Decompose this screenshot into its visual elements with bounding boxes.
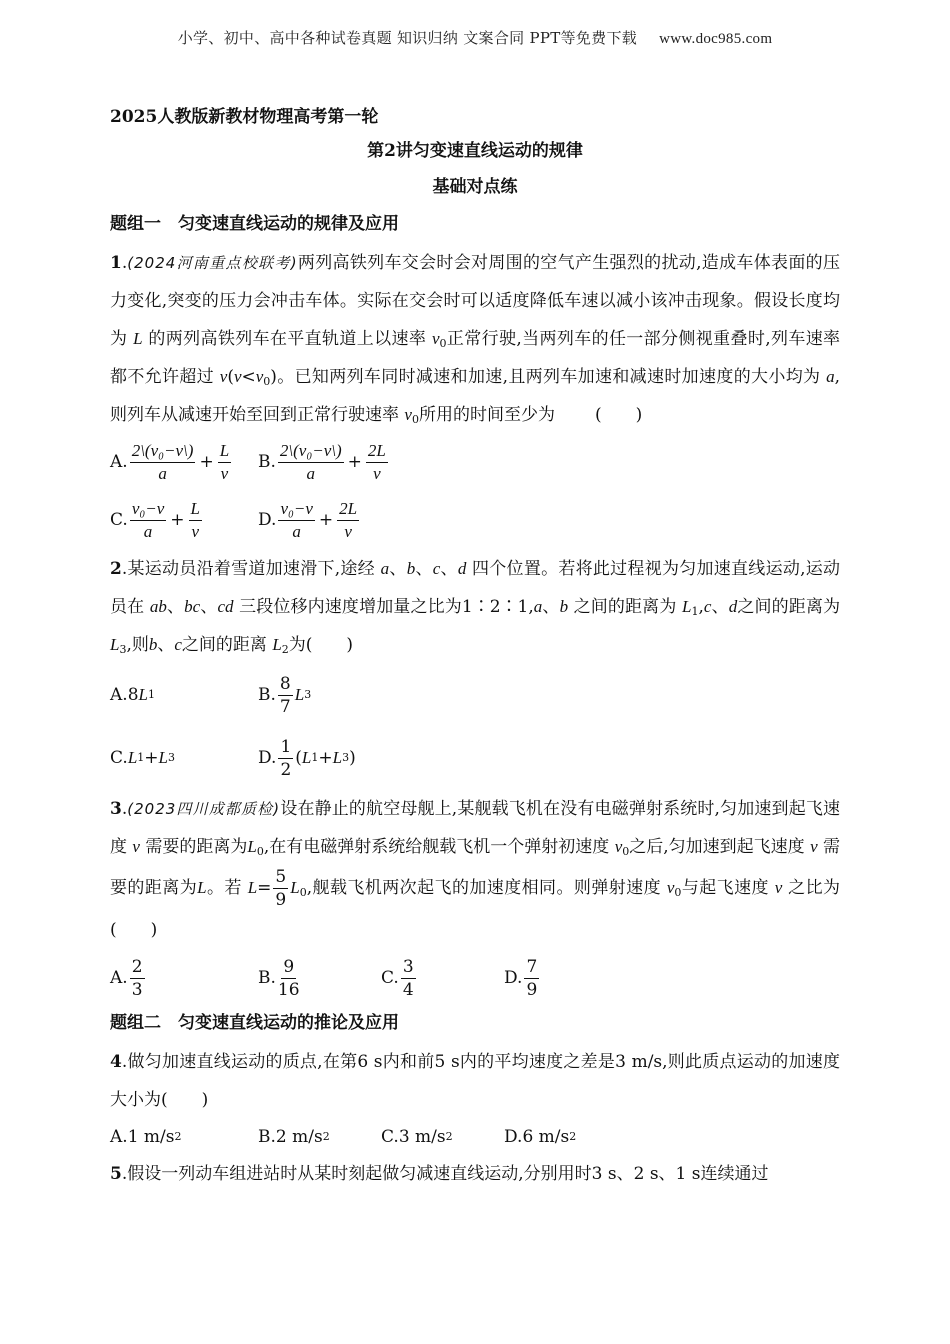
document-title: 2025人教版新教材物理高考第一轮 — [110, 107, 379, 127]
group-heading-1: 题组一 匀变速直线运动的规律及应用 — [110, 214, 399, 234]
fraction: $\frac{\text{2\textbackslash{}(v₀−v\textbackslash{})}}{a}$ — [131, 440, 194, 483]
question-3: 3.(2023四川成都质检)设在静止的航空母舰上,某舰载飞机在没有电磁弹射系统时,匀加速到起飞速度 v 需要的距离为$L_0$,在有电磁弹射系统给舰载飞机一个弹射初速度 $v_0$之后,匀加速到起飞速度 v 需要的距离为L。若 L= $\frac{5}{9}$ $L_0$,舰载飞机两次起飞的加速度相同。则弹射速度 $v_0$与起飞速度 v 之比为( ) — [110, 799, 841, 940]
option-a[interactable]: A. 1 m/s 2 — [110, 1127, 182, 1147]
fraction: $\frac{\text{v₀−v}}{a}$ — [280, 498, 313, 541]
fraction: $\frac{1}{2}$ — [280, 736, 292, 780]
q2-options-row-2 — [110, 726, 840, 790]
option-a[interactable]: A. $\frac{2}{3}$ — [110, 956, 143, 1000]
q3-options — [110, 949, 840, 1007]
lecture-title: 第2讲匀变速直线运动的规律 — [367, 141, 583, 161]
question-number: 1 — [110, 253, 122, 273]
question-number: 5 — [110, 1164, 122, 1184]
fraction: $\frac{2L}{v}$ — [367, 440, 386, 483]
group-heading-2: 题组二 匀变速直线运动的推论及应用 — [110, 1013, 399, 1033]
option-d[interactable]: D. $\frac{1}{2}$ ( L 1 + L 3 ) — [258, 736, 356, 780]
fraction: $\frac{2}{3}$ — [131, 956, 143, 1000]
option-c[interactable]: C. $\frac{\text{v₀−v}}{a}$ + $\frac{L}{v}$ — [110, 498, 201, 541]
option-d[interactable]: D. $\frac{\text{v₀−v}}{a}$ + $\frac{2L}{v}$ — [258, 498, 358, 541]
q2-options-row-1 — [110, 664, 840, 726]
question-4: 4.做匀加速直线运动的质点,在第6 s内和前5 s内的平均速度之差是3 m/s,则此质点运动的加速度大小为( ) — [110, 1052, 840, 1110]
option-a[interactable]: A. 8 L 1 — [110, 685, 155, 705]
question-source: (2023四川成都质检) — [127, 800, 281, 818]
header-text: 小学、初中、高中各种试卷真题 知识归纳 文案合同 PPT等免费下载 — [177, 29, 638, 47]
fraction: $\frac{\text{v₀−v}}{a}$ — [131, 498, 165, 541]
fraction: $\frac{8}{7}$ — [279, 673, 291, 717]
question-number: 2 — [110, 559, 122, 579]
option-b[interactable]: B. $\frac{8}{7}$ L 3 — [258, 673, 312, 717]
fraction: $\frac{9}{16}$ — [277, 956, 300, 1000]
header-url: www.doc985.com — [659, 31, 773, 47]
option-b[interactable]: B. $\frac{9}{16}$ — [258, 956, 300, 1000]
question-1: 1.(2024河南重点校联考)两列高铁列车交会时会对周围的空气产生强烈的扰动,造成车体表面的压力变化,突变的压力会冲击车体。实际在交会时可以适度降低车速以减小该冲击现象。假设长度均为 L 的两列高铁列车在平直轨道上以速率 $v_0$正常行驶,当两列车的任一部分侧视重叠时,列车速率都不允许超过 $v(v<v_0)$。已知两列车同时减速和加速,且两列车加速和减速时加速度的大小均为 a,则列车从减速开始至回到正常行驶速率 $v_0$所用的时间至少为 ( ) — [110, 253, 841, 426]
option-a[interactable]: A. $\frac{\text{2\textbackslash{}(v₀−v\textbackslash{})}}{a}$ + $\frac{L}{v}$ — [110, 440, 230, 483]
fraction: $\frac{5}{9}$ — [275, 867, 287, 910]
option-d[interactable]: D. 6 m/s 2 — [504, 1127, 577, 1147]
question-source: (2024河南重点校联考) — [127, 254, 298, 272]
option-c[interactable]: C. L 1 + L 3 — [110, 748, 175, 768]
option-b[interactable]: B. 2 m/s 2 — [258, 1127, 330, 1147]
fraction: $\frac{L}{v}$ — [219, 440, 230, 483]
option-d[interactable]: D. $\frac{7}{9}$ — [504, 956, 538, 1000]
question-2: 2.某运动员沿着雪道加速滑下,途经 a、b、c、d 四个位置。若将此过程视为匀加速直线运动,运动员在 ab、bc、cd 三段位移内速度增加量之比为1∶2∶1,a、b 之间的距离为 $L_1,c$、d之间的距离为$L_3$,则b、c之间的距离 $L_2$为( ) — [110, 559, 841, 656]
option-c[interactable]: C. $\frac{3}{4}$ — [381, 956, 414, 1000]
fraction: $\frac{\text{2\textbackslash{}(v₀−v\textbackslash{})}}{a}$ — [279, 440, 342, 483]
option-c[interactable]: C. 3 m/s 2 — [381, 1127, 453, 1147]
q4-options — [110, 1119, 840, 1155]
page-header — [0, 27, 950, 48]
answer-parentheses: ( ) — [594, 405, 643, 425]
fraction: $\frac{L}{v}$ — [190, 498, 201, 541]
fraction: $\frac{7}{9}$ — [526, 956, 538, 1000]
question-number: 3 — [110, 799, 122, 819]
q1-options-row-2 — [110, 490, 840, 550]
fraction: $\frac{2L}{v}$ — [339, 498, 358, 541]
section-title: 基础对点练 — [432, 177, 518, 197]
question-5: 5.假设一列动车组进站时从某时刻起做匀减速直线运动,分别用时3 s、2 s、1 s连续通过 — [110, 1164, 769, 1184]
q1-options-row-1 — [110, 434, 840, 490]
document-body — [110, 104, 840, 1193]
fraction: $\frac{3}{4}$ — [402, 956, 414, 1000]
option-b[interactable]: B. $\frac{\text{2\textbackslash{}(v₀−v\textbackslash{})}}{a}$ + $\frac{2L}{v}$ — [258, 440, 386, 483]
question-number: 4 — [110, 1052, 122, 1072]
